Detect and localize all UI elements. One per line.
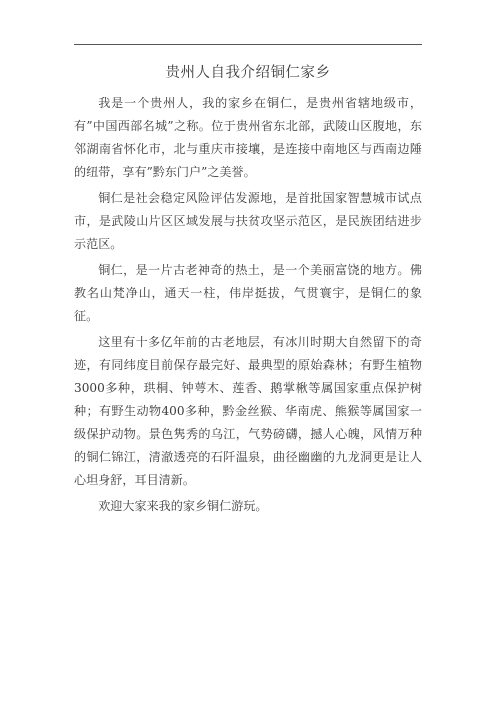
document-body [74,92,422,521]
document-title: 贵州人自我介绍铜仁家乡 [165,65,331,81]
paragraph-welcome: 欢迎大家来我的家乡铜仁游玩。 [98,499,268,513]
paragraph-intro: 我是一个贵州人，我的家乡在铜仁，是贵州省辖地级市，有”中国西部名城”之称。位于贵州省东北部，武陵山区腹地，东邻湖南省怀化市，北与重庆市接壤，是连接中南地区与西南边陲的纽带，享有”黔东门户”之美誉。 [74,96,422,179]
header-rule [74,44,422,45]
paragraph-nature: 这里有十多亿年前的古老地层，有冰川时期大自然留下的奇迹，有同纬度目前保存最完好、最典型的原始森林；有野生植物3000多种，珙桐、钟萼木、莲香、鹅掌楸等属国家重点保护树种；有野生动物400多种，黔金丝猴、华南虎、熊猴等属国家一级保护动物。景色隽秀的乌江，气势磅礴，撼人心魄，风情万种的铜仁锦江，清澈透亮的石阡温泉，曲径幽幽的九龙洞更是让人心坦身舒，耳目清新。 [74,335,422,487]
paragraph-fanjingshan: 铜仁，是一片古老神奇的热土，是一个美丽富饶的地方。佛教名山梵净山，通天一柱，伟岸挺拔，气贯寰宇，是铜仁的象征。 [74,263,422,323]
paragraph-status: 铜仁是社会稳定风险评估发源地，是首批国家智慧城市试点市，是武陵山片区区域发展与扶贫攻坚示范区，是民族团结进步示范区。 [74,191,422,251]
